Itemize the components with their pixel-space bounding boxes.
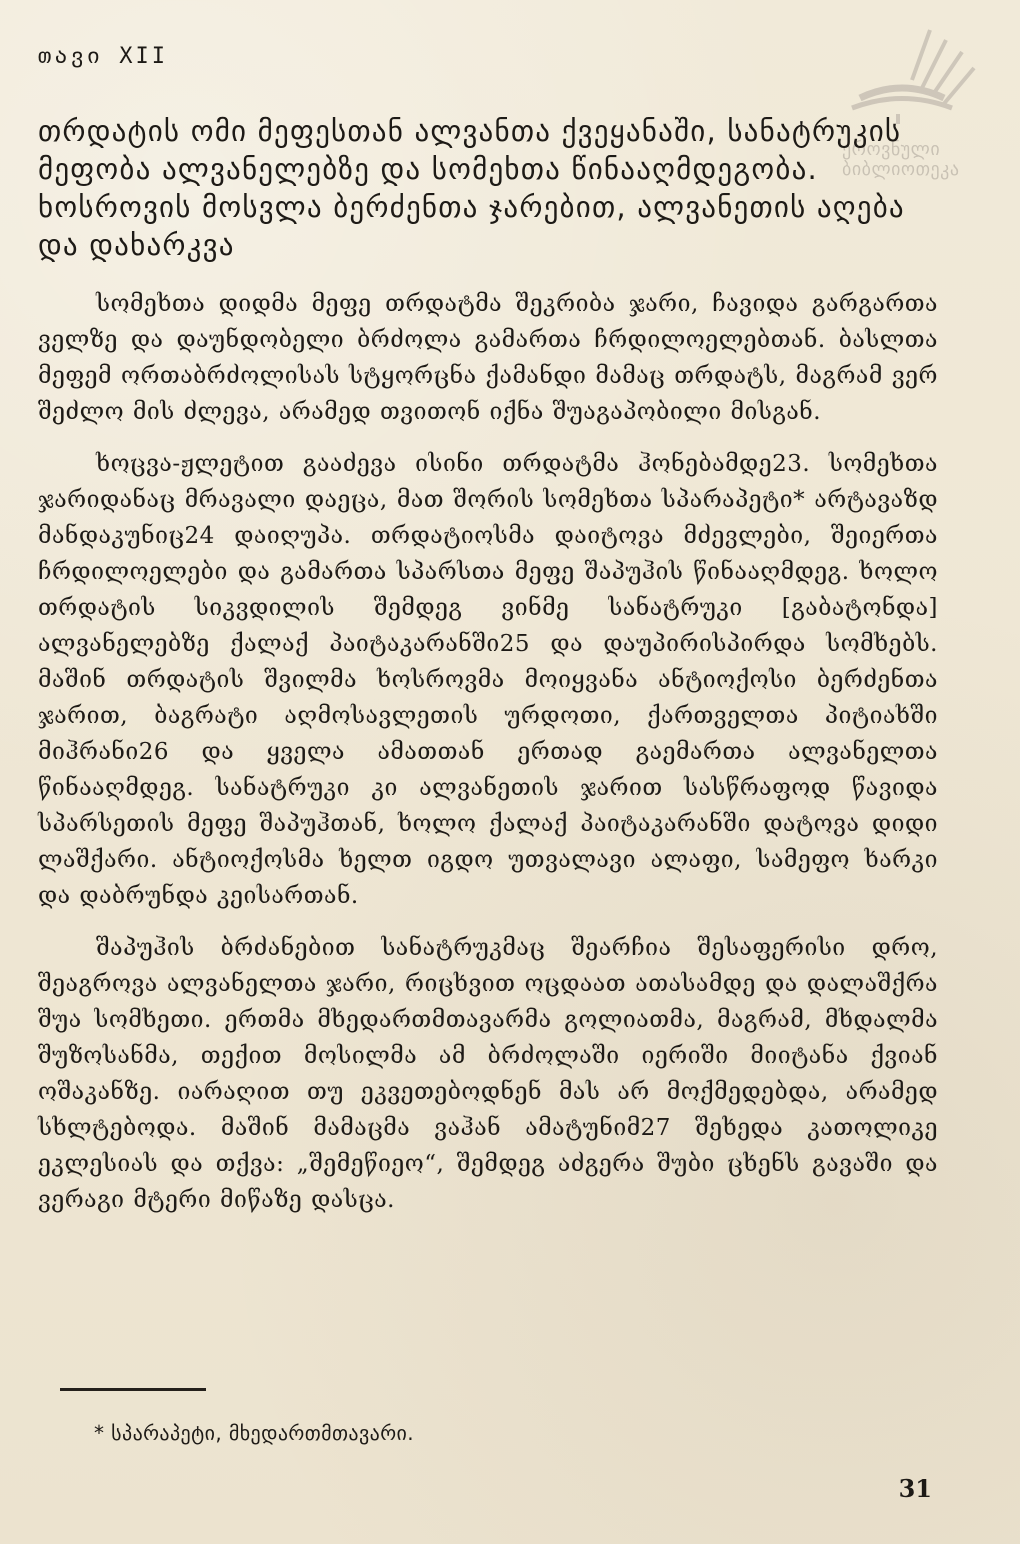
- library-stamp-text: ეროვნული ბიბლიოთეკა: [842, 139, 960, 180]
- body-text: [38, 286, 938, 1218]
- footnote: * სპარაპეტი, მხედართმთავარი.: [94, 1421, 415, 1445]
- chapter-title-line: და დახარკვა: [38, 228, 235, 262]
- page-number: 31: [898, 1474, 932, 1503]
- chapter-label: თავი XII: [38, 44, 168, 69]
- body-paragraph: ხოცვა-ჟლეტით გააძევა ისინი თრდატმა ჰონებამდე23. სომეხთა ჯარიდანაც მრავალი დაეცა, მათ შორის სომეხთა სპარაპეტი* არტავაზდ მანდაკუნიც24 დაიღუპა. თრდატიოსმა დაიტოვა მძევლები, შეიერთა ჩრდილოელები და გამართა სპარსთა მეფე შაპუჰის წინააღმდეგ. ხოლო თრდატის სიკვდილის შემდეგ ვინმე სანატრუკი [გაბატონდა] ალვანელებზე ქალაქ პაიტაკარანში25 და დაუპირისპირდა სომხებს. მაშინ თრდატის შვილმა ხოსროვმა მოიყვანა ანტიოქოსი ბერძენთა ჯარით, ბაგრატი აღმოსავლეთის ურდოთი, ქართველთა პიტიახში მიჰრანი26 და ყველა ამათთან ერთად გაემართა ალვანელთა წინააღმდეგ. სანატრუკი კი ალვანეთის ჯარით სასწრაფოდ წავიდა სპარსეთის მეფე შაპუჰთან, ხოლო ქალაქ პაიტაკარანში დატოვა დიდი ლაშქარი. ანტიოქოსმა ხელთ იგდო უთვალავი ალაფი, სამეფო ხარკი და დაბრუნდა კეისართან.: [38, 451, 938, 909]
- body-paragraph: შაპუჰის ბრძანებით სანატრუკმაც შეარჩია შესაფერისი დრო, შეაგროვა ალვანელთა ჯარი, რიცხვით ოცდაათ ათასამდე და დალაშქრა შუა სომხეთი. ერთმა მხედართმთავარმა გოლიათმა, მაგრამ, მხდალმა შუზოსანმა, თექით მოსილმა ამ ბრძოლაში იერიში მიიტანა ქვიან ოშაკანზე. იარაღით თუ ეკვეთებოდნენ მას არ მოქმედებდა, არამედ სხლტებოდა. მაშინ მამაცმა ვაჰან ამატუნიმ27 შეხედა კათოლიკე ეკლესიას და თქვა: „შემეწიეო“, შემდეგ აძგერა შუბი ცხენს გავაში და ვერაგი მტერი მიწაზე დასცა.: [38, 935, 938, 1213]
- chapter-title-line: მეფობა ალვანელებზე და სომეხთა წინააღმდეგობა.: [38, 152, 818, 186]
- chapter-title-line: ხოსროვის მოსვლა ბერძენთა ჯარებით, ალვანეთის აღება: [38, 190, 905, 224]
- chapter-title-line: თრდატის ომი მეფესთან ალვანთა ქვეყანაში, სანატრუკის: [38, 114, 902, 148]
- body-paragraph: სომეხთა დიდმა მეფე თრდატმა შეკრიბა ჯარი, ჩავიდა გარგართა ველზე და დაუნდობელი ბრძოლა გამართა ჩრდილოელებთან. ბასლთა მეფემ ორთაბრძოლისას სტყორცნა ქამანდი მამაც თრდატს, მაგრამ ვერ შეძლო მის ძლევა, არამედ თვითონ იქნა შუაგაპობილი მისგან.: [38, 291, 938, 425]
- footnote-divider: [60, 1388, 206, 1391]
- chapter-title: [38, 112, 928, 264]
